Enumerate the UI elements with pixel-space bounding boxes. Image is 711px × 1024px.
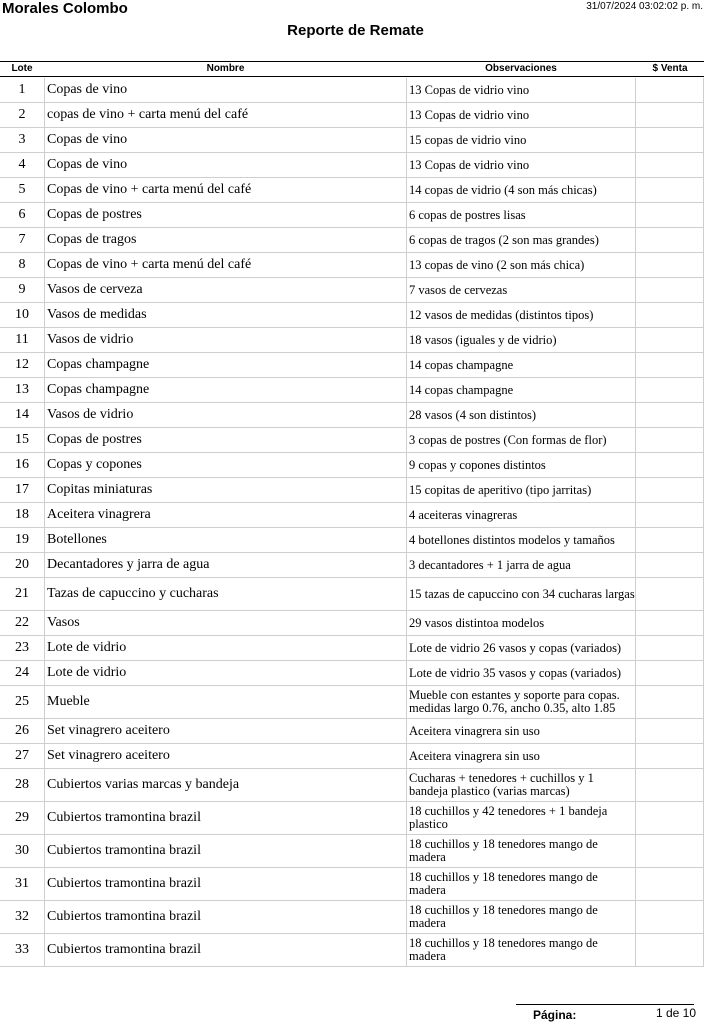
table-row [0,661,704,686]
column-header-nombre: Nombre [206,63,245,74]
cell-lote: 2 [0,103,45,127]
cell-venta [636,128,704,152]
cell-nombre: Aceitera vinagrera [45,503,407,527]
table-row [0,453,704,478]
cell-nombre: Vasos de vidrio [45,328,407,352]
cell-lote: 12 [0,353,45,377]
cell-nombre: Copas de vino [45,78,407,102]
cell-observaciones: 18 cuchillos y 18 tenedores mango de madera [407,901,636,933]
cell-lote: 11 [0,328,45,352]
cell-nombre: Vasos [45,611,407,635]
cell-lote: 31 [0,868,45,900]
table-row [0,719,704,744]
cell-nombre: copas de vino + carta menú del café [45,103,407,127]
cell-nombre: Copas de postres [45,203,407,227]
cell-nombre: Copas de vino + carta menú del café [45,253,407,277]
table-row [0,934,704,967]
cell-venta [636,802,704,834]
cell-nombre: Copas y copones [45,453,407,477]
cell-observaciones: 3 copas de postres (Con formas de flor) [407,428,636,452]
cell-lote: 20 [0,553,45,577]
cell-lote: 28 [0,769,45,801]
cell-venta [636,686,704,718]
cell-lote: 18 [0,503,45,527]
cell-nombre: Cubiertos tramontina brazil [45,901,407,933]
cell-observaciones: 18 cuchillos y 18 tenedores mango de madera [407,868,636,900]
cell-venta [636,253,704,277]
cell-observaciones: 15 tazas de capuccino con 34 cucharas largas [407,578,636,610]
table-row [0,528,704,553]
page-label: Página: [533,1008,577,1022]
cell-lote: 32 [0,901,45,933]
table-row [0,636,704,661]
table-row [0,228,704,253]
cell-venta [636,403,704,427]
cell-nombre: Lote de vidrio [45,636,407,660]
cell-lote: 22 [0,611,45,635]
table-row [0,578,704,611]
table-row [0,203,704,228]
cell-lote: 26 [0,719,45,743]
cell-nombre: Decantadores y jarra de agua [45,553,407,577]
cell-lote: 5 [0,178,45,202]
cell-observaciones: 18 cuchillos y 18 tenedores mango de madera [407,835,636,867]
cell-lote: 13 [0,378,45,402]
cell-venta [636,636,704,660]
cell-lote: 7 [0,228,45,252]
table-row [0,153,704,178]
footer-divider [516,1004,694,1005]
table-row [0,378,704,403]
cell-observaciones: Aceitera vinagrera sin uso [407,744,636,768]
cell-venta [636,719,704,743]
cell-observaciones: Cucharas + tenedores + cuchillos y 1 bandeja plastico (varias marcas) [407,769,636,801]
cell-nombre: Cubiertos tramontina brazil [45,802,407,834]
cell-venta [636,769,704,801]
table-row [0,478,704,503]
cell-nombre: Cubiertos tramontina brazil [45,868,407,900]
cell-venta [636,453,704,477]
cell-nombre: Copas champagne [45,378,407,402]
cell-observaciones: 6 copas de postres lisas [407,203,636,227]
cell-observaciones: 15 copitas de aperitivo (tipo jarritas) [407,478,636,502]
cell-venta [636,353,704,377]
cell-observaciones: 18 vasos (iguales y de vidrio) [407,328,636,352]
cell-lote: 15 [0,428,45,452]
table-row [0,128,704,153]
cell-observaciones: 28 vasos (4 son distintos) [407,403,636,427]
cell-venta [636,153,704,177]
cell-observaciones: 13 Copas de vidrio vino [407,78,636,102]
table-row [0,403,704,428]
table-row [0,428,704,453]
cell-nombre: Copas de tragos [45,228,407,252]
table-row [0,901,704,934]
cell-observaciones: Mueble con estantes y soporte para copas. medidas largo 0.76, ancho 0.35, alto 1.85 [407,686,636,718]
cell-venta [636,661,704,685]
cell-lote: 25 [0,686,45,718]
cell-lote: 27 [0,744,45,768]
table-row [0,611,704,636]
report-title: Reporte de Remate [287,22,424,39]
table-row [0,802,704,835]
cell-observaciones: 4 botellones distintos modelos y tamaños [407,528,636,552]
table-row [0,835,704,868]
cell-lote: 30 [0,835,45,867]
cell-nombre: Vasos de medidas [45,303,407,327]
cell-observaciones: Lote de vidrio 26 vasos y copas (variados) [407,636,636,660]
cell-nombre: Copas de postres [45,428,407,452]
company-name: Morales Colombo [2,0,128,17]
cell-observaciones: 18 cuchillos y 42 tenedores + 1 bandeja plastico [407,802,636,834]
cell-observaciones: 14 copas champagne [407,378,636,402]
cell-observaciones: 6 copas de tragos (2 son mas grandes) [407,228,636,252]
cell-nombre: Copas de vino [45,153,407,177]
cell-lote: 9 [0,278,45,302]
table-row [0,103,704,128]
cell-nombre: Vasos de vidrio [45,403,407,427]
page-number: 1 de 10 [655,1006,696,1020]
table-row [0,278,704,303]
column-header-venta: $ Venta [652,63,688,74]
cell-observaciones: 15 copas de vidrio vino [407,128,636,152]
cell-nombre: Cubiertos tramontina brazil [45,835,407,867]
cell-venta [636,78,704,102]
table-row [0,686,704,719]
cell-nombre: Tazas de capuccino y cucharas [45,578,407,610]
cell-venta [636,178,704,202]
cell-nombre: Cubiertos tramontina brazil [45,934,407,966]
cell-venta [636,553,704,577]
cell-observaciones: 29 vasos distintoa modelos [407,611,636,635]
cell-nombre: Botellones [45,528,407,552]
cell-observaciones: 3 decantadores + 1 jarra de agua [407,553,636,577]
cell-lote: 23 [0,636,45,660]
cell-venta [636,901,704,933]
cell-lote: 21 [0,578,45,610]
cell-observaciones: 7 vasos de cervezas [407,278,636,302]
cell-observaciones: 18 cuchillos y 18 tenedores mango de madera [407,934,636,966]
cell-nombre: Copas champagne [45,353,407,377]
cell-venta [636,228,704,252]
cell-observaciones: 13 copas de vino (2 son más chica) [407,253,636,277]
cell-nombre: Copitas miniaturas [45,478,407,502]
cell-lote: 10 [0,303,45,327]
cell-lote: 29 [0,802,45,834]
column-header-lote: Lote [11,63,33,74]
cell-lote: 19 [0,528,45,552]
cell-nombre: Lote de vidrio [45,661,407,685]
cell-lote: 16 [0,453,45,477]
cell-lote: 4 [0,153,45,177]
cell-observaciones: 14 copas de vidrio (4 son más chicas) [407,178,636,202]
table-body [0,78,704,967]
cell-nombre: Copas de vino [45,128,407,152]
cell-nombre: Vasos de cerveza [45,278,407,302]
cell-nombre: Set vinagrero aceitero [45,744,407,768]
cell-lote: 33 [0,934,45,966]
column-header-observaciones: Observaciones [485,63,557,74]
table-row [0,744,704,769]
cell-venta [636,428,704,452]
cell-observaciones: 13 Copas de vidrio vino [407,103,636,127]
table-row [0,769,704,802]
cell-venta [636,378,704,402]
cell-venta [636,578,704,610]
cell-venta [636,303,704,327]
cell-venta [636,868,704,900]
cell-lote: 8 [0,253,45,277]
cell-venta [636,744,704,768]
cell-venta [636,103,704,127]
cell-nombre: Mueble [45,686,407,718]
cell-lote: 6 [0,203,45,227]
cell-lote: 3 [0,128,45,152]
cell-venta [636,328,704,352]
cell-venta [636,934,704,966]
cell-venta [636,835,704,867]
cell-observaciones: Aceitera vinagrera sin uso [407,719,636,743]
table-row [0,328,704,353]
table-row [0,553,704,578]
cell-lote: 17 [0,478,45,502]
cell-observaciones: Lote de vidrio 35 vasos y copas (variados) [407,661,636,685]
cell-venta [636,203,704,227]
cell-observaciones: 4 aceiteras vinagreras [407,503,636,527]
report-datetime: 31/07/2024 03:02:02 p. m. [586,1,703,12]
table-header [0,61,704,77]
cell-venta [636,528,704,552]
cell-observaciones: 13 Copas de vidrio vino [407,153,636,177]
cell-venta [636,503,704,527]
cell-lote: 24 [0,661,45,685]
table-row [0,303,704,328]
table-row [0,868,704,901]
cell-venta [636,478,704,502]
cell-observaciones: 14 copas champagne [407,353,636,377]
cell-nombre: Copas de vino + carta menú del café [45,178,407,202]
cell-nombre: Cubiertos varias marcas y bandeja [45,769,407,801]
cell-lote: 14 [0,403,45,427]
cell-lote: 1 [0,78,45,102]
table-row [0,178,704,203]
table-row [0,503,704,528]
cell-venta [636,278,704,302]
cell-observaciones: 12 vasos de medidas (distintos tipos) [407,303,636,327]
table-row [0,253,704,278]
table-row [0,353,704,378]
cell-observaciones: 9 copas y copones distintos [407,453,636,477]
table-row [0,78,704,103]
cell-nombre: Set vinagrero aceitero [45,719,407,743]
cell-venta [636,611,704,635]
